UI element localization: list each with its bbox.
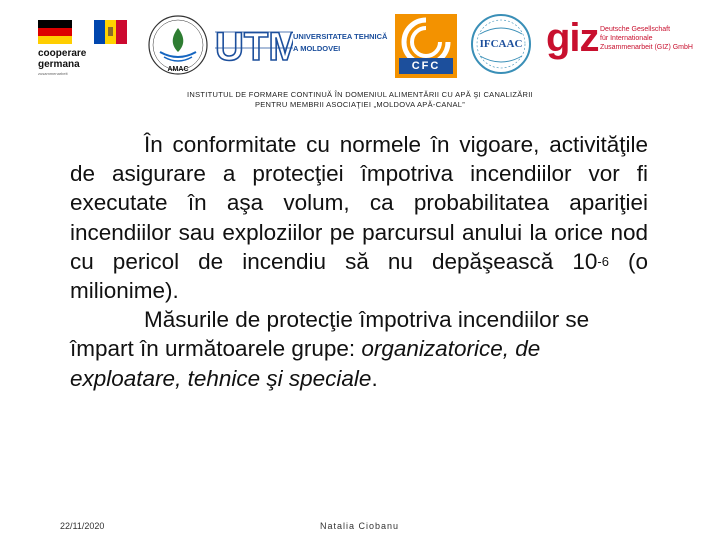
- utm-logo: [215, 22, 388, 68]
- giz-name-line3: Zusammenarbeit (GIZ) GmbH: [600, 44, 693, 51]
- logo-bar: [0, 0, 720, 88]
- giz-name-line1: Deutsche Gesellschaft: [600, 26, 671, 33]
- giz-name-line2: für Internationale: [600, 35, 653, 42]
- cfc-label: CFC: [411, 60, 441, 72]
- amac-logo: [146, 14, 210, 80]
- iicaac-label: IFCAAC: [479, 38, 523, 50]
- cfc-logo: [395, 14, 457, 78]
- cooperare-text: cooperare: [38, 48, 87, 59]
- p1-text: În conformitate cu normele în vigoare, activităţile de asigurare a protecţiei împotriva incendiilor vor fi executate în aşa volum, ca probabilitatea apariţiei incendiilor sau exploziilor pe parcursul anului la orice nod cu pericol de incendiu să nu depăşească 10: [70, 132, 648, 274]
- paragraph-protection-measures: [70, 305, 648, 393]
- giz-mark: giz: [546, 16, 599, 60]
- cooperare-germana-logo: [36, 18, 128, 78]
- institute-header: [120, 90, 600, 110]
- slide-body: [70, 130, 648, 393]
- institute-line2: PENTRU MEMBRII ASOCIAŢIEI „MOLDOVA APĂ-CANAL”: [254, 100, 466, 109]
- amac-label: AMAC: [167, 66, 189, 73]
- p2-end: .: [371, 365, 378, 391]
- utm-name-line1: UNIVERSITATEA TEHNICĂ: [293, 32, 388, 41]
- p1-exponent: -6: [597, 253, 609, 269]
- zusammenarbeit-text: zusammenarbeit: [38, 71, 68, 76]
- paragraph-fire-safety-norms: [70, 130, 648, 305]
- utm-name-line2: A MOLDOVEI: [293, 44, 341, 53]
- giz-logo: [546, 16, 706, 66]
- footer-date: 22/11/2020: [60, 521, 105, 531]
- p1-text-end: (o milionime).: [70, 248, 648, 304]
- iicaac-logo: [470, 12, 532, 76]
- p2-text: Măsurile de protecţie împotriva incendiilor se împart în următoarele grupe:: [70, 307, 590, 362]
- utm-mark-icon: [215, 22, 293, 68]
- germana-text: germana: [38, 59, 80, 70]
- footer-author: Natalia Ciobanu: [320, 521, 400, 531]
- svg-text:UTM: UTM: [215, 25, 293, 68]
- institute-line1: INSTITUTUL DE FORMARE CONTINUĂ ÎN DOMENIUL ALIMENTĂRII CU APĂ ŞI CANALIZĂRII: [186, 90, 534, 99]
- p2-italic-groups: organizatorice, de exploatare, tehnice şi speciale: [70, 336, 541, 391]
